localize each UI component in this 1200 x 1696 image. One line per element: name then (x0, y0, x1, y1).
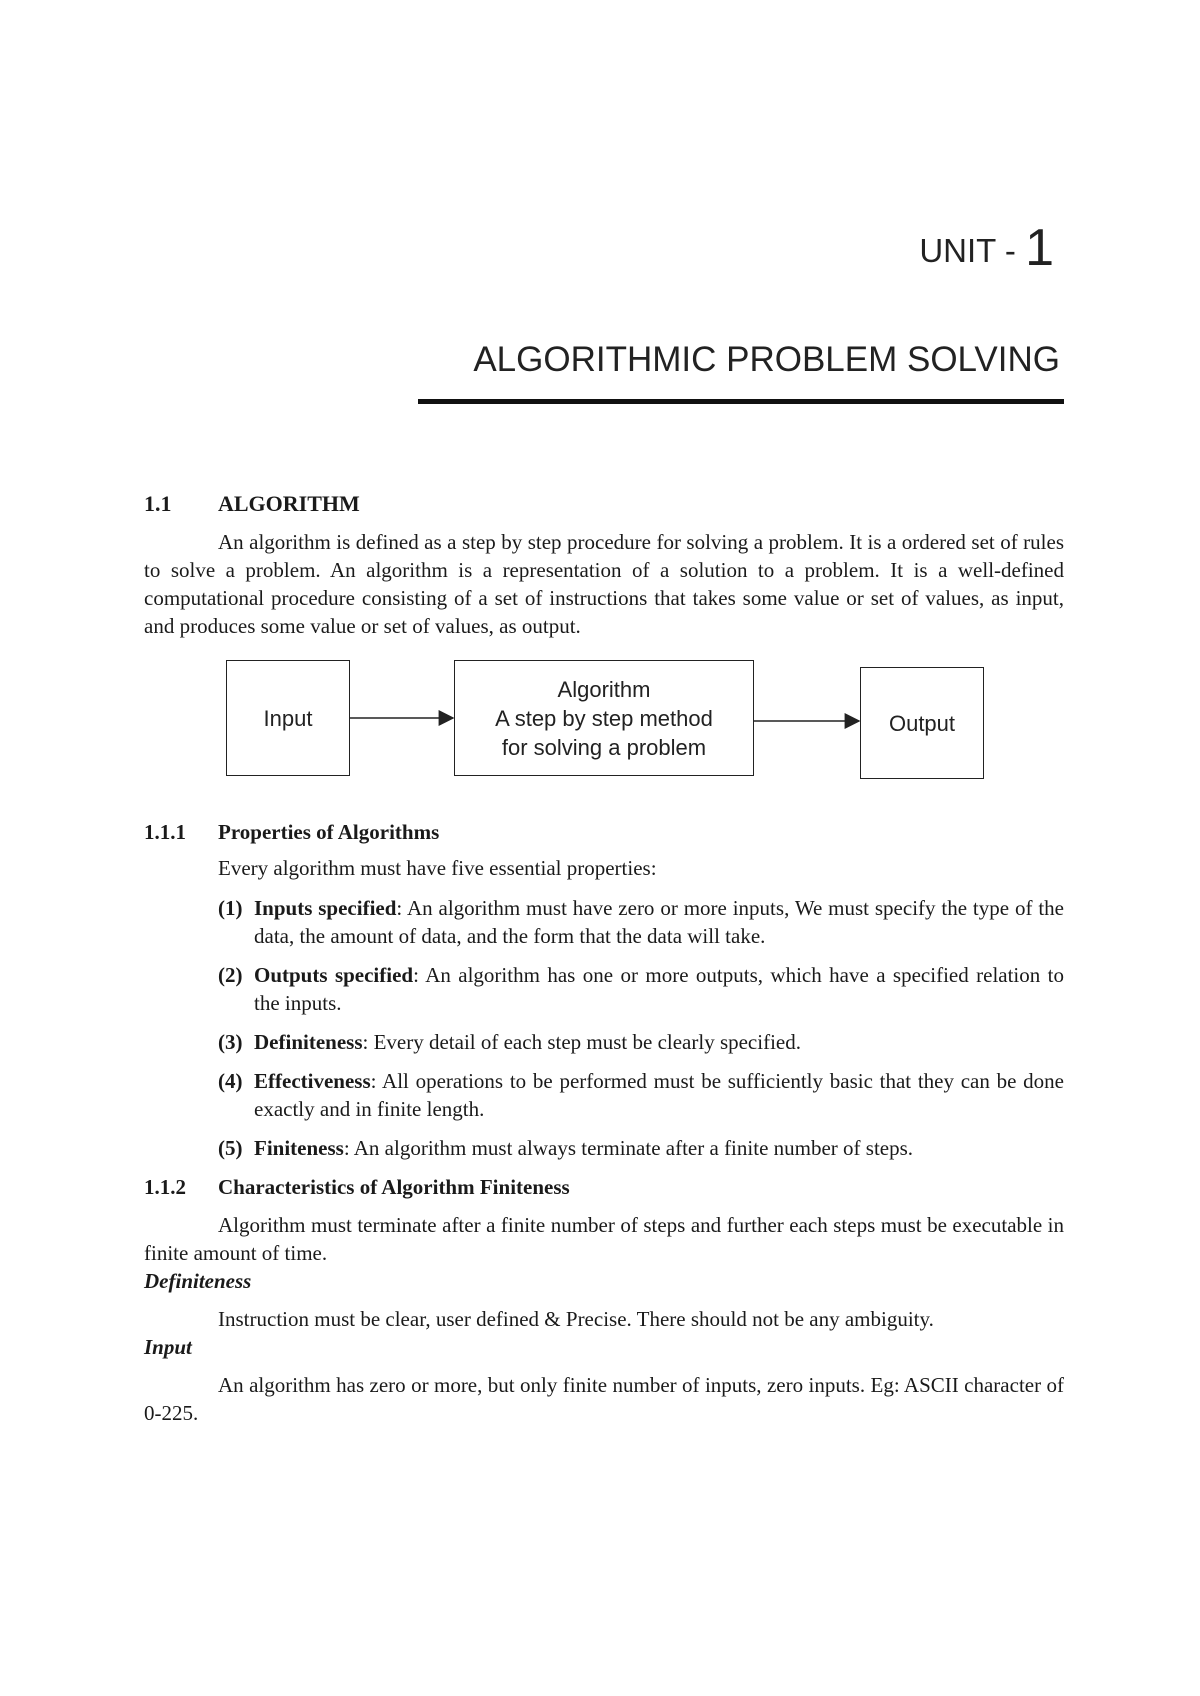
item-number: (4) (218, 1069, 243, 1093)
input-box (226, 660, 350, 776)
algorithm-box-title: Algorithm (557, 676, 651, 702)
item-term: Inputs specified (254, 896, 397, 920)
item-text: : All operations to be performed must be sufficiently basic that they can be done exactly and in finite length. (254, 1069, 1064, 1121)
item-number: (1) (218, 896, 243, 920)
definiteness-heading: Definiteness (144, 1269, 252, 1293)
item-text: : Every detail of each step must be clearly specified. (362, 1030, 801, 1054)
chapter-title: ALGORITHMIC PROBLEM SOLVING (473, 340, 1060, 379)
algorithm-box (454, 660, 754, 776)
section-title: Characteristics of Algorithm Finiteness (218, 1175, 570, 1199)
unit-number: 1 (1025, 219, 1054, 277)
section-heading-1-1 (144, 490, 1064, 518)
definiteness-paragraph: Instruction must be clear, user defined & Precise. There should not be any ambiguity. (218, 1307, 934, 1331)
item-text: : An algorithm has one or more outputs, which have a specified relation to the inputs. (254, 963, 1065, 1015)
algorithm-box-line2: A step by step method (495, 705, 713, 731)
section-title: ALGORITHM (218, 491, 360, 516)
item-term: Effectiveness (254, 1069, 371, 1093)
section-heading-1-1-2 (144, 1173, 1064, 1201)
list-item (218, 1067, 1064, 1123)
output-box-label: Output (888, 710, 956, 736)
section-number: 1.1.2 (144, 1175, 186, 1199)
item-term: Outputs specified (254, 963, 414, 987)
section-number: 1.1 (144, 491, 172, 516)
list-item (218, 1134, 1064, 1162)
list-item (218, 961, 1064, 1017)
item-term: Finiteness (254, 1136, 344, 1160)
list-item (218, 1028, 1064, 1056)
item-term: Definiteness (254, 1030, 363, 1054)
input-box-label: Input (263, 705, 313, 731)
properties-intro: Every algorithm must have five essential properties: (218, 856, 657, 880)
title-underline (418, 399, 1064, 404)
section-number: 1.1.1 (144, 820, 186, 844)
input-heading: Input (144, 1335, 192, 1359)
algorithm-definition-paragraph: An algorithm is defined as a step by step procedure for solving a problem. It is a ordered set of rules to solve a problem. An algorithm is a representation of a solution to a problem. It is a well-defined computational procedure consisting of a set of instructions that takes some value or set of values, as input, and produces some value or set of values, as output. (144, 530, 1064, 638)
unit-prefix: UNIT - (919, 232, 1026, 269)
algorithm-box-line3: for solving a problem (501, 734, 707, 760)
finiteness-paragraph: Algorithm must terminate after a finite number of steps and further each steps must be executable in finite amount of time. (144, 1213, 1064, 1265)
output-box (860, 667, 984, 779)
input-paragraph: An algorithm has zero or more, but only finite number of inputs, zero inputs. Eg: ASCII character of 0-225. (144, 1373, 1064, 1425)
item-number: (5) (218, 1136, 243, 1160)
section-title: Properties of Algorithms (218, 820, 440, 844)
algorithm-flow-diagram (144, 660, 1064, 788)
item-number: (3) (218, 1030, 243, 1054)
item-text: : An algorithm must always terminate after a finite number of steps. (343, 1136, 914, 1160)
item-text: : An algorithm must have zero or more inputs, We must specify the type of the data, the amount of data, and the form that the data will take. (254, 896, 1065, 948)
unit-label (919, 218, 1054, 278)
item-number: (2) (218, 963, 243, 987)
list-item (218, 894, 1064, 950)
properties-list (144, 894, 1064, 1162)
main-content (144, 490, 1064, 1427)
section-heading-1-1-1 (144, 818, 1064, 846)
